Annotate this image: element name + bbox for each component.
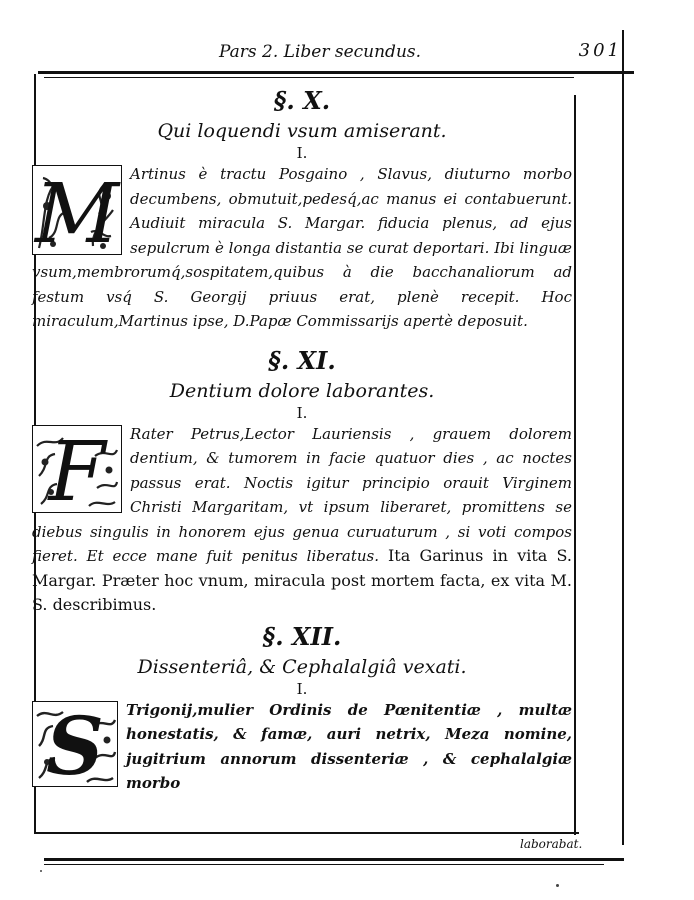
decorated-initial-m — [32, 165, 122, 255]
section-heading: §. XII. — [262, 621, 342, 651]
ink-speck — [40, 870, 42, 872]
text-block — [32, 86, 572, 796]
paragraph-numeral: I. — [296, 144, 308, 162]
paragraph-numeral: I. — [296, 403, 308, 422]
section-heading: §. XI. — [268, 345, 336, 375]
section-heading: §. X. — [273, 86, 331, 115]
right-outer-rule — [622, 30, 624, 845]
paragraph — [32, 698, 572, 796]
running-title: Pars 2. Liber secundus. — [218, 42, 422, 62]
ink-speck — [556, 884, 559, 887]
right-border-rule — [574, 95, 576, 835]
svg-text:F: F — [48, 425, 106, 512]
top-rule-thin — [44, 77, 574, 78]
catchword: laborabat. — [520, 837, 583, 851]
bottom-rule — [34, 832, 579, 834]
paragraph — [32, 162, 572, 334]
section-title: Qui loquendi vsum amiserant. — [157, 120, 447, 142]
section-xi — [32, 346, 572, 618]
top-rule — [38, 71, 634, 74]
paragraph-text-roman: Ita Garinus in vita S. Margar. Præter hoc vnum, miracula post mortem facta, ex vita M. S. describimus. — [32, 546, 572, 614]
paragraph-numeral: I. — [296, 679, 308, 698]
decorated-initial-s — [32, 701, 118, 787]
decorated-initial-f — [32, 425, 122, 513]
page-number: 301 — [578, 40, 622, 61]
paragraph — [32, 422, 572, 618]
running-head — [40, 40, 630, 66]
paragraph-text: Trigonij,mulier Ordinis de Pœnitentiæ , multæ honestatis, & famæ, auri netrix, Meza nomine, jugitrium annorum dissenteriæ , & cephalalgiæ morbo — [126, 700, 572, 792]
section-title: Dentium dolore laborantes. — [169, 379, 435, 402]
footer-rule-thin — [44, 864, 604, 865]
paragraph-text: Rater Petrus,Lector Lauriensis , grauem dolorem dentium, & tumorem in facie quatuor dies , ac noctes passus erat. Noctis igitur principio orauit Virginem Christi Margaritam, vt ipsum liberaret, promittens se diebus singulis in honorem ejus genua curuaturum , si voti compos fieret. Et ecce mane fuit penitus liberatus. — [32, 424, 572, 565]
section-x — [32, 86, 572, 334]
section-title: Dissenteriâ, & Cephalalgiâ vexati. — [137, 655, 467, 678]
section-xii — [32, 622, 572, 796]
svg-text:S: S — [46, 701, 104, 786]
paragraph-text: Artinus è tractu Posgaino , Slavus, diuturno morbo decumbens, obmutuit,pedesq́,ac manus ei contabuerunt. Audiuit miracula S. Margar. fiducia plenus, ad ejus sepulcrum è longa distantia se curat deportari. Ibi linguæ vsum,membrorumq́,sospitatem,quibus à die bacchanaliorum ad festum vsq́ S. Georgij priuus erat, plenè recepit. Hoc miraculum,Martinus ipse, D.Papæ Commissarijs apertè deposuit. — [32, 165, 572, 330]
footer-rule — [44, 858, 624, 861]
svg-text:M: M — [35, 167, 119, 254]
